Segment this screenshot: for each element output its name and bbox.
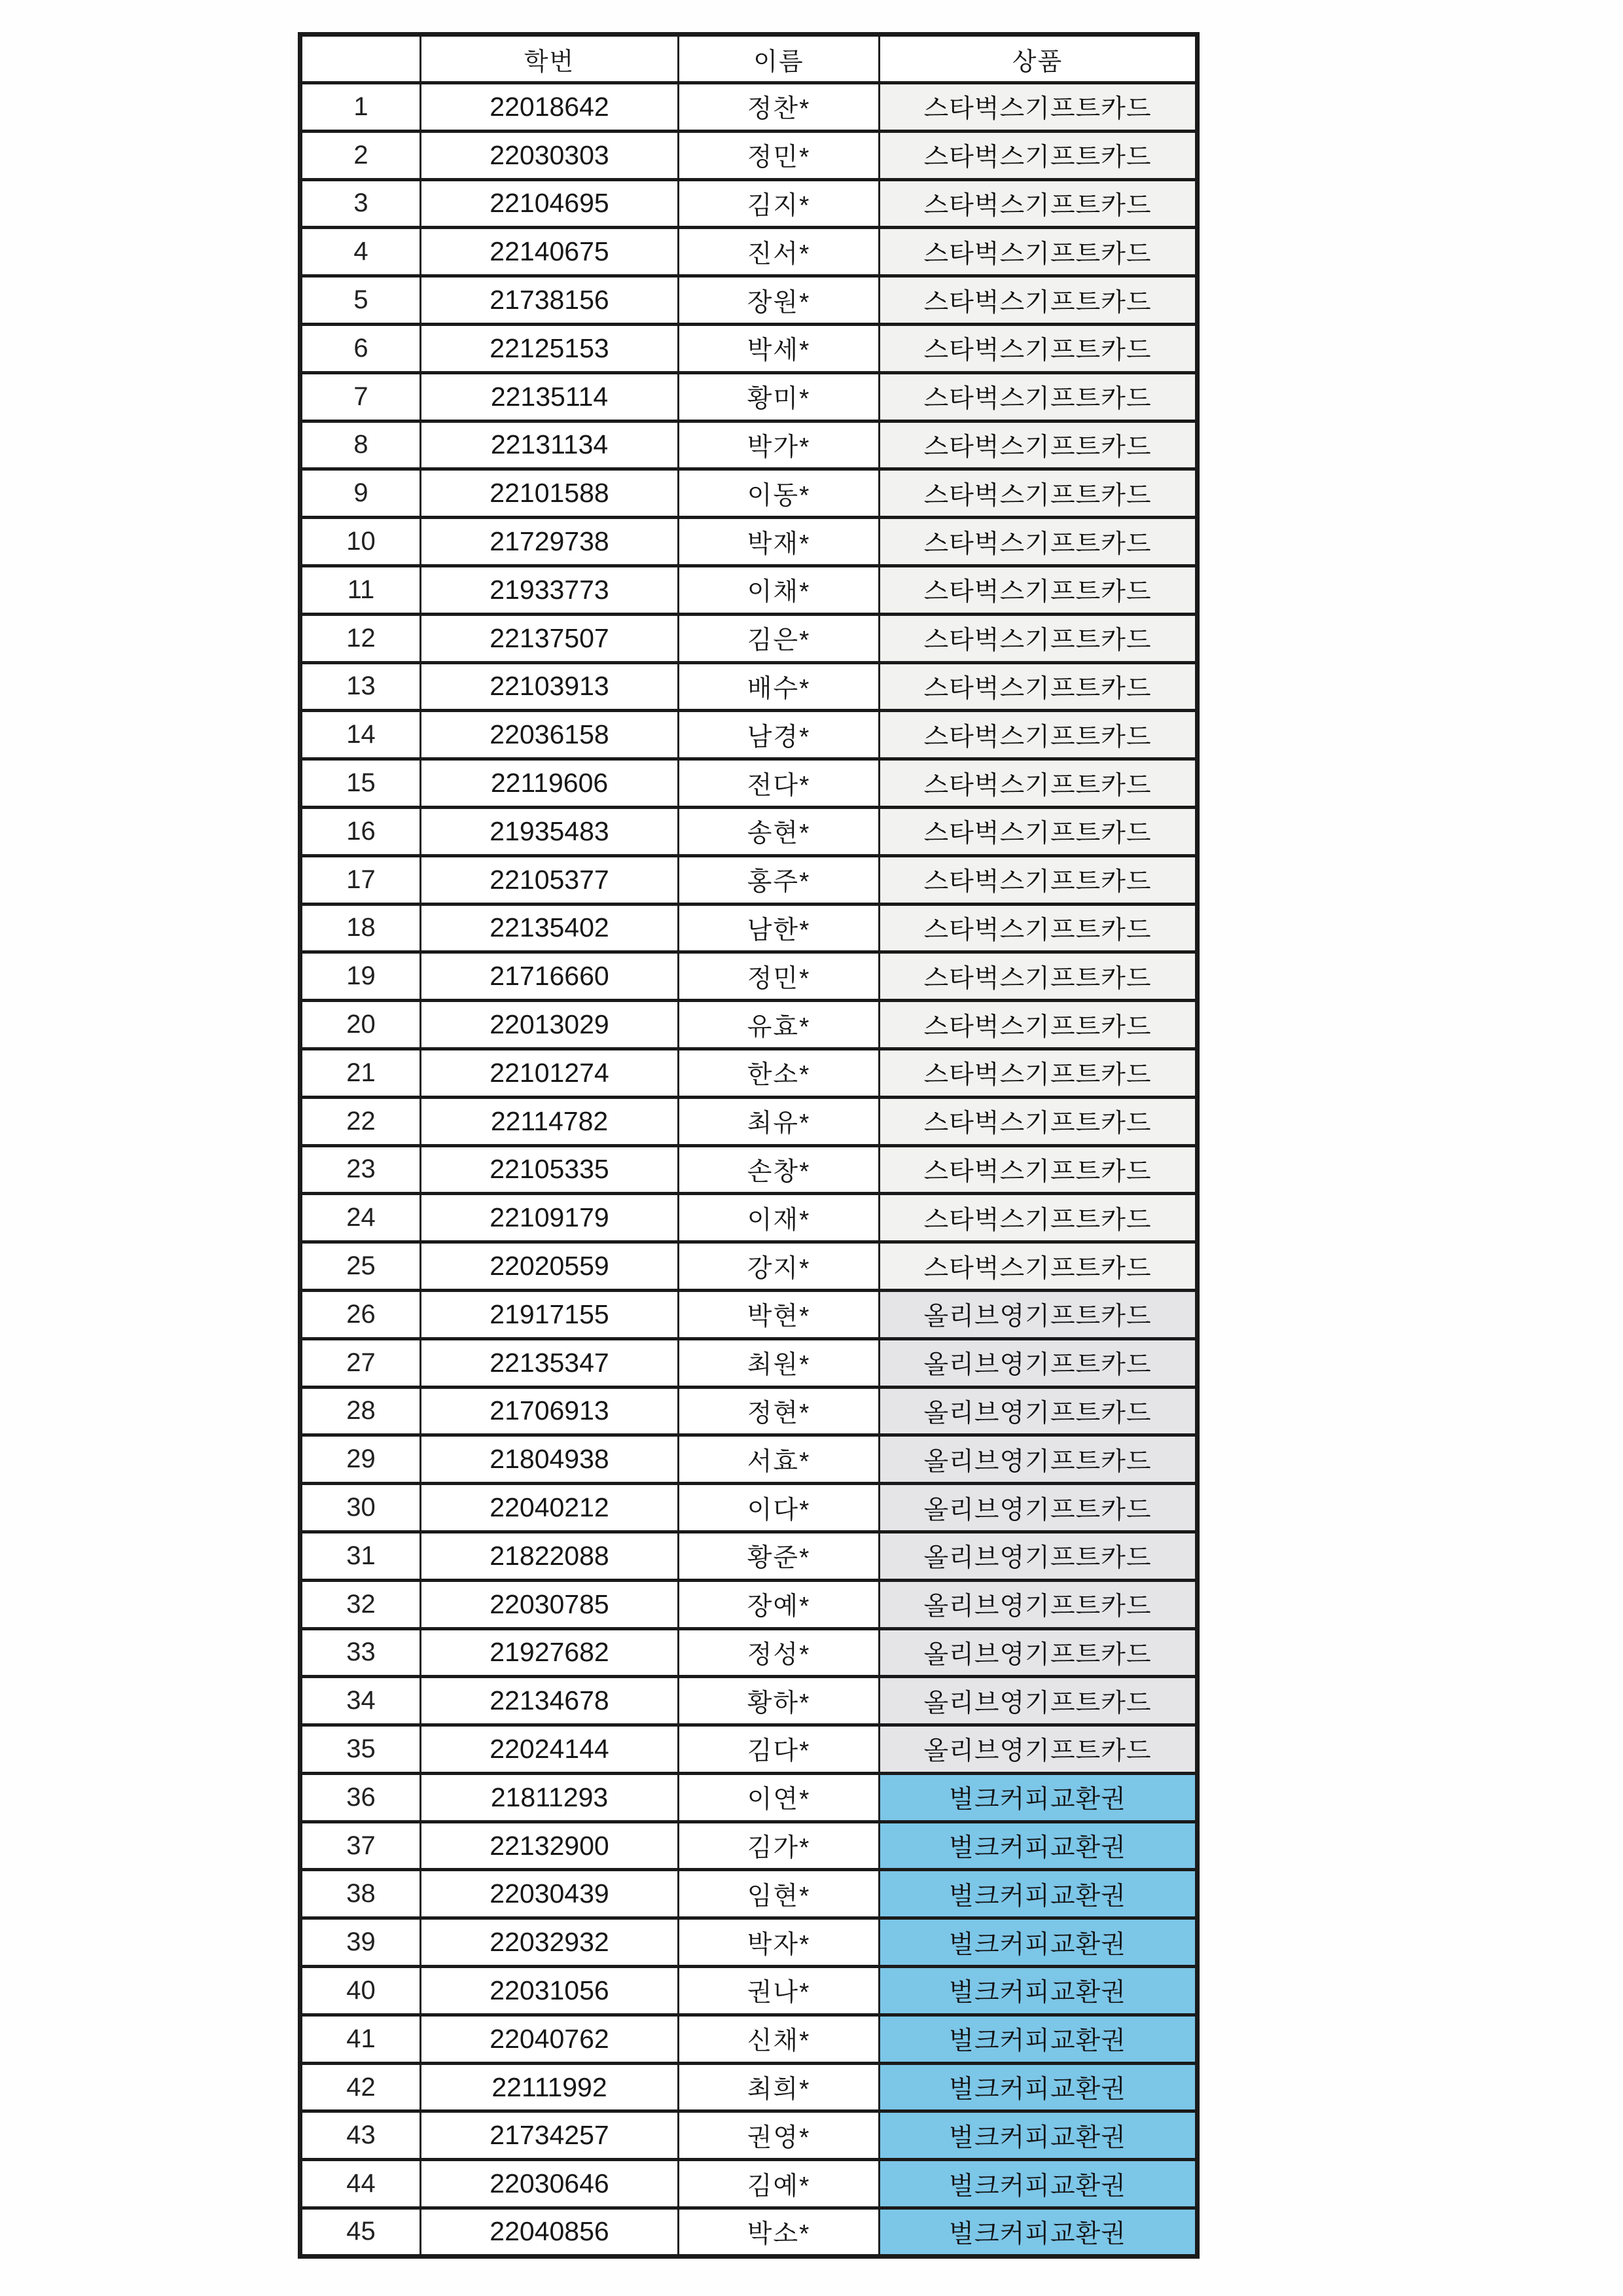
prize-cell: 스타벅스기프트카드 — [880, 711, 1198, 759]
name-cell: 진서* — [679, 228, 880, 276]
student-id-cell: 21935483 — [421, 807, 679, 855]
table-row — [300, 276, 1198, 325]
prize-cell: 스타벅스기프트카드 — [880, 759, 1198, 808]
student-id-cell: 22031056 — [421, 1967, 679, 2015]
name-cell: 이재* — [679, 1194, 880, 1242]
student-id-cell: 21927682 — [421, 1628, 679, 1677]
student-id-cell: 21734257 — [421, 2111, 679, 2160]
prize-cell: 스타벅스기프트카드 — [880, 372, 1198, 421]
student-id-cell: 22132900 — [421, 1821, 679, 1870]
prize-winner-table — [298, 32, 1200, 2259]
table-header-row — [300, 35, 1198, 83]
name-cell: 최원* — [679, 1338, 880, 1387]
name-cell: 김은* — [679, 614, 880, 662]
student-id-cell: 22105335 — [421, 1145, 679, 1194]
name-cell: 박세* — [679, 324, 880, 372]
name-cell: 이다* — [679, 1484, 880, 1532]
name-cell: 손창* — [679, 1145, 880, 1194]
prize-cell: 벌크커피교환권 — [880, 2015, 1198, 2063]
row-number-cell: 35 — [300, 1725, 421, 1774]
name-cell: 김다* — [679, 1725, 880, 1774]
table-row — [300, 2063, 1198, 2111]
row-number-cell: 6 — [300, 324, 421, 372]
student-id-cell: 22109179 — [421, 1194, 679, 1242]
student-id-cell: 22135114 — [421, 372, 679, 421]
header-prize: 상품 — [880, 35, 1198, 83]
prize-cell: 벌크커피교환권 — [880, 2111, 1198, 2160]
table-row — [300, 855, 1198, 904]
prize-cell: 스타벅스기프트카드 — [880, 1049, 1198, 1097]
prize-cell: 벌크커피교환권 — [880, 1821, 1198, 1870]
header-row-number — [300, 35, 421, 83]
name-cell: 박현* — [679, 1290, 880, 1338]
prize-cell: 스타벅스기프트카드 — [880, 662, 1198, 711]
row-number-cell: 41 — [300, 2015, 421, 2063]
student-id-cell: 22020559 — [421, 1242, 679, 1291]
name-cell: 이연* — [679, 1773, 880, 1821]
name-cell: 최희* — [679, 2063, 880, 2111]
table-row — [300, 1242, 1198, 1291]
student-id-cell: 22101274 — [421, 1049, 679, 1097]
row-number-cell: 32 — [300, 1580, 421, 1628]
prize-cell: 벌크커피교환권 — [880, 1967, 1198, 2015]
prize-cell: 스타벅스기프트카드 — [880, 1242, 1198, 1291]
table-row — [300, 807, 1198, 855]
row-number-cell: 26 — [300, 1290, 421, 1338]
prize-cell: 벌크커피교환권 — [880, 2063, 1198, 2111]
table-row — [300, 1049, 1198, 1097]
name-cell: 강지* — [679, 1242, 880, 1291]
student-id-cell: 22134678 — [421, 1677, 679, 1725]
row-number-cell: 31 — [300, 1532, 421, 1580]
prize-cell: 벌크커피교환권 — [880, 1870, 1198, 1918]
student-id-cell: 22104695 — [421, 179, 679, 228]
student-id-cell: 21738156 — [421, 276, 679, 325]
prize-cell: 올리브영기프트카드 — [880, 1725, 1198, 1774]
table-body — [300, 83, 1198, 2257]
prize-cell: 스타벅스기프트카드 — [880, 131, 1198, 179]
prize-cell: 스타벅스기프트카드 — [880, 421, 1198, 469]
row-number-cell: 19 — [300, 952, 421, 1001]
row-number-cell: 15 — [300, 759, 421, 808]
table-row — [300, 1677, 1198, 1725]
table-row — [300, 1338, 1198, 1387]
student-id-cell: 22030785 — [421, 1580, 679, 1628]
table-row — [300, 1290, 1198, 1338]
prize-cell: 올리브영기프트카드 — [880, 1484, 1198, 1532]
table-row — [300, 952, 1198, 1001]
table-row — [300, 1097, 1198, 1145]
student-id-cell: 21706913 — [421, 1387, 679, 1435]
prize-cell: 올리브영기프트카드 — [880, 1338, 1198, 1387]
row-number-cell: 45 — [300, 2208, 421, 2257]
table-row — [300, 2111, 1198, 2160]
row-number-cell: 42 — [300, 2063, 421, 2111]
table-row — [300, 1435, 1198, 1484]
header-student-id: 학번 — [421, 35, 679, 83]
row-number-cell: 20 — [300, 1001, 421, 1049]
prize-cell: 올리브영기프트카드 — [880, 1290, 1198, 1338]
name-cell: 서효* — [679, 1435, 880, 1484]
table-row — [300, 179, 1198, 228]
table-row — [300, 469, 1198, 518]
student-id-cell: 22030646 — [421, 2160, 679, 2208]
student-id-cell: 21811293 — [421, 1773, 679, 1821]
row-number-cell: 30 — [300, 1484, 421, 1532]
name-cell: 정민* — [679, 952, 880, 1001]
table-row — [300, 1870, 1198, 1918]
name-cell: 송현* — [679, 807, 880, 855]
prize-cell: 벌크커피교환권 — [880, 2160, 1198, 2208]
student-id-cell: 22125153 — [421, 324, 679, 372]
name-cell: 신채* — [679, 2015, 880, 2063]
table-row — [300, 2160, 1198, 2208]
prize-cell: 올리브영기프트카드 — [880, 1435, 1198, 1484]
row-number-cell: 1 — [300, 83, 421, 132]
name-cell: 김지* — [679, 179, 880, 228]
name-cell: 홍주* — [679, 855, 880, 904]
name-cell: 남경* — [679, 711, 880, 759]
prize-cell: 스타벅스기프트카드 — [880, 565, 1198, 614]
row-number-cell: 29 — [300, 1435, 421, 1484]
row-number-cell: 17 — [300, 855, 421, 904]
student-id-cell: 22040856 — [421, 2208, 679, 2257]
prize-cell: 올리브영기프트카드 — [880, 1677, 1198, 1725]
student-id-cell: 21933773 — [421, 565, 679, 614]
name-cell: 박소* — [679, 2208, 880, 2257]
table-row — [300, 614, 1198, 662]
prize-cell: 벌크커피교환권 — [880, 1773, 1198, 1821]
prize-cell: 스타벅스기프트카드 — [880, 855, 1198, 904]
row-number-cell: 2 — [300, 131, 421, 179]
row-number-cell: 11 — [300, 565, 421, 614]
name-cell: 박자* — [679, 1918, 880, 1967]
row-number-cell: 3 — [300, 179, 421, 228]
table-row — [300, 372, 1198, 421]
name-cell: 한소* — [679, 1049, 880, 1097]
table-row — [300, 662, 1198, 711]
row-number-cell: 22 — [300, 1097, 421, 1145]
name-cell: 정현* — [679, 1387, 880, 1435]
row-number-cell: 5 — [300, 276, 421, 325]
name-cell: 최유* — [679, 1097, 880, 1145]
prize-cell: 올리브영기프트카드 — [880, 1580, 1198, 1628]
student-id-cell: 22105377 — [421, 855, 679, 904]
row-number-cell: 8 — [300, 421, 421, 469]
prize-cell: 스타벅스기프트카드 — [880, 614, 1198, 662]
student-id-cell: 22137507 — [421, 614, 679, 662]
prize-cell: 스타벅스기프트카드 — [880, 469, 1198, 518]
prize-cell: 벌크커피교환권 — [880, 1918, 1198, 1967]
row-number-cell: 25 — [300, 1242, 421, 1291]
table-row — [300, 1001, 1198, 1049]
prize-cell: 스타벅스기프트카드 — [880, 952, 1198, 1001]
student-id-cell: 22018642 — [421, 83, 679, 132]
row-number-cell: 9 — [300, 469, 421, 518]
table-row — [300, 759, 1198, 808]
name-cell: 김예* — [679, 2160, 880, 2208]
row-number-cell: 27 — [300, 1338, 421, 1387]
student-id-cell: 22135402 — [421, 904, 679, 952]
table-row — [300, 1387, 1198, 1435]
name-cell: 남한* — [679, 904, 880, 952]
table-row — [300, 1580, 1198, 1628]
name-cell: 정찬* — [679, 83, 880, 132]
table-row — [300, 2015, 1198, 2063]
row-number-cell: 28 — [300, 1387, 421, 1435]
prize-cell: 스타벅스기프트카드 — [880, 276, 1198, 325]
prize-cell: 스타벅스기프트카드 — [880, 1145, 1198, 1194]
table-row — [300, 2208, 1198, 2257]
student-id-cell: 22103913 — [421, 662, 679, 711]
row-number-cell: 39 — [300, 1918, 421, 1967]
name-cell: 전다* — [679, 759, 880, 808]
table-row — [300, 711, 1198, 759]
student-id-cell: 22024144 — [421, 1725, 679, 1774]
student-id-cell: 22030439 — [421, 1870, 679, 1918]
student-id-cell: 22114782 — [421, 1097, 679, 1145]
row-number-cell: 12 — [300, 614, 421, 662]
table-row — [300, 1821, 1198, 1870]
name-cell: 이채* — [679, 565, 880, 614]
header-name: 이름 — [679, 35, 880, 83]
prize-cell: 벌크커피교환권 — [880, 2208, 1198, 2257]
table-row — [300, 1967, 1198, 2015]
student-id-cell: 22140675 — [421, 228, 679, 276]
row-number-cell: 21 — [300, 1049, 421, 1097]
table-row — [300, 1725, 1198, 1774]
prize-cell: 스타벅스기프트카드 — [880, 83, 1198, 132]
name-cell: 정성* — [679, 1628, 880, 1677]
student-id-cell: 21917155 — [421, 1290, 679, 1338]
row-number-cell: 10 — [300, 518, 421, 566]
prize-cell: 스타벅스기프트카드 — [880, 1097, 1198, 1145]
table-row — [300, 904, 1198, 952]
row-number-cell: 16 — [300, 807, 421, 855]
table-row — [300, 324, 1198, 372]
student-id-cell: 22101588 — [421, 469, 679, 518]
name-cell: 장원* — [679, 276, 880, 325]
table-row — [300, 131, 1198, 179]
row-number-cell: 44 — [300, 2160, 421, 2208]
student-id-cell: 21729738 — [421, 518, 679, 566]
row-number-cell: 13 — [300, 662, 421, 711]
prize-cell: 올리브영기프트카드 — [880, 1628, 1198, 1677]
prize-cell: 올리브영기프트카드 — [880, 1532, 1198, 1580]
row-number-cell: 4 — [300, 228, 421, 276]
name-cell: 황하* — [679, 1677, 880, 1725]
name-cell: 정민* — [679, 131, 880, 179]
prize-cell: 스타벅스기프트카드 — [880, 1001, 1198, 1049]
name-cell: 황준* — [679, 1532, 880, 1580]
student-id-cell: 22040762 — [421, 2015, 679, 2063]
table-row — [300, 1773, 1198, 1821]
row-number-cell: 14 — [300, 711, 421, 759]
row-number-cell: 43 — [300, 2111, 421, 2160]
table-row — [300, 565, 1198, 614]
prize-cell: 스타벅스기프트카드 — [880, 324, 1198, 372]
table-row — [300, 1532, 1198, 1580]
prize-cell: 스타벅스기프트카드 — [880, 807, 1198, 855]
row-number-cell: 40 — [300, 1967, 421, 2015]
student-id-cell: 22040212 — [421, 1484, 679, 1532]
student-id-cell: 22030303 — [421, 131, 679, 179]
table-row — [300, 1628, 1198, 1677]
table-row — [300, 518, 1198, 566]
table-row — [300, 1918, 1198, 1967]
student-id-cell: 22032932 — [421, 1918, 679, 1967]
student-id-cell: 22131134 — [421, 421, 679, 469]
row-number-cell: 38 — [300, 1870, 421, 1918]
prize-cell: 올리브영기프트카드 — [880, 1387, 1198, 1435]
name-cell: 이동* — [679, 469, 880, 518]
student-id-cell: 22119606 — [421, 759, 679, 808]
student-id-cell: 21822088 — [421, 1532, 679, 1580]
name-cell: 권나* — [679, 1967, 880, 2015]
name-cell: 황미* — [679, 372, 880, 421]
name-cell: 배수* — [679, 662, 880, 711]
name-cell: 장예* — [679, 1580, 880, 1628]
row-number-cell: 18 — [300, 904, 421, 952]
row-number-cell: 33 — [300, 1628, 421, 1677]
prize-cell: 스타벅스기프트카드 — [880, 518, 1198, 566]
student-id-cell: 22036158 — [421, 711, 679, 759]
name-cell: 박가* — [679, 421, 880, 469]
row-number-cell: 7 — [300, 372, 421, 421]
prize-cell: 스타벅스기프트카드 — [880, 179, 1198, 228]
row-number-cell: 24 — [300, 1194, 421, 1242]
student-id-cell: 22013029 — [421, 1001, 679, 1049]
table-row — [300, 1484, 1198, 1532]
table-row — [300, 1194, 1198, 1242]
row-number-cell: 23 — [300, 1145, 421, 1194]
student-id-cell: 22135347 — [421, 1338, 679, 1387]
prize-cell: 스타벅스기프트카드 — [880, 904, 1198, 952]
student-id-cell: 21804938 — [421, 1435, 679, 1484]
name-cell: 유효* — [679, 1001, 880, 1049]
name-cell: 박재* — [679, 518, 880, 566]
name-cell: 권영* — [679, 2111, 880, 2160]
row-number-cell: 37 — [300, 1821, 421, 1870]
name-cell: 김가* — [679, 1821, 880, 1870]
student-id-cell: 22111992 — [421, 2063, 679, 2111]
row-number-cell: 34 — [300, 1677, 421, 1725]
table-row — [300, 1145, 1198, 1194]
table-row — [300, 83, 1198, 132]
prize-cell: 스타벅스기프트카드 — [880, 228, 1198, 276]
name-cell: 임현* — [679, 1870, 880, 1918]
table-row — [300, 228, 1198, 276]
student-id-cell: 21716660 — [421, 952, 679, 1001]
table-row — [300, 421, 1198, 469]
row-number-cell: 36 — [300, 1773, 421, 1821]
prize-cell: 스타벅스기프트카드 — [880, 1194, 1198, 1242]
